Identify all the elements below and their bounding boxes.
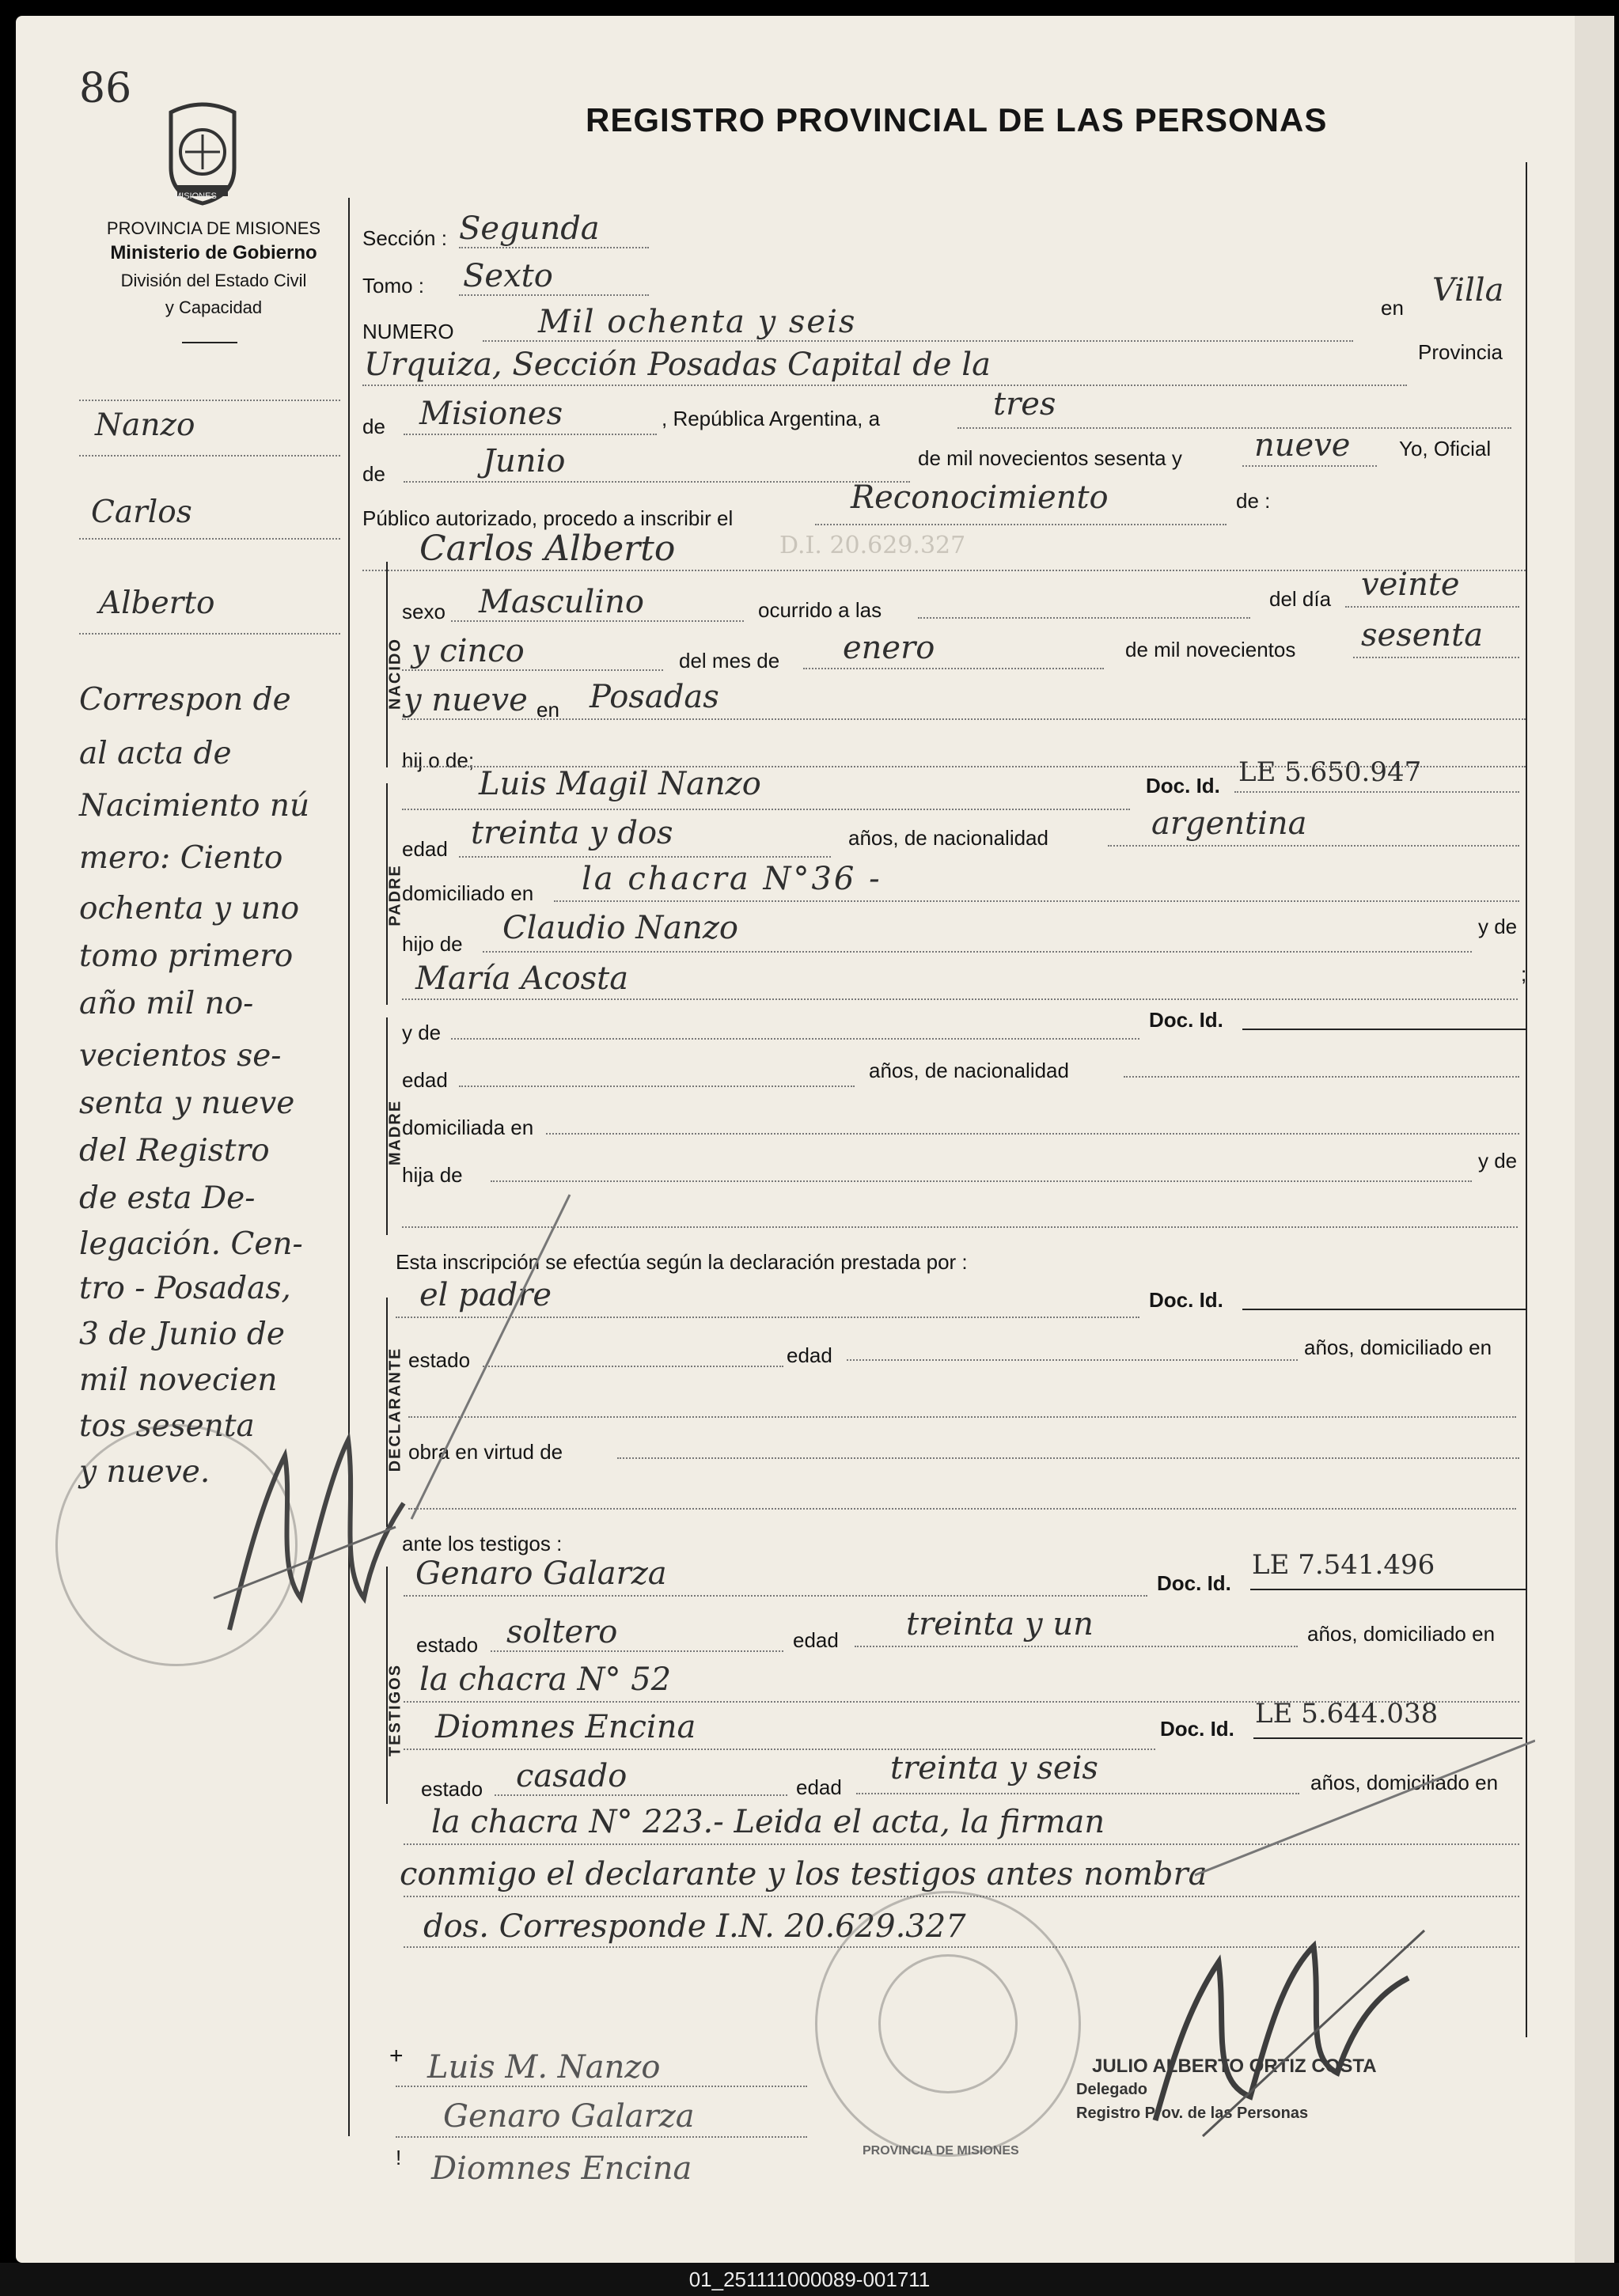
office-division: División del Estado Civil	[120, 271, 307, 290]
label-y-de-madre-2: y de	[1478, 1149, 1518, 1173]
label-doc-id-declarante: Doc. Id.	[1149, 1288, 1223, 1312]
margin-line: tos sesenta	[79, 1408, 255, 1444]
label-domiciliada: domiciliada en	[402, 1116, 534, 1139]
value-inscribir: Reconocimiento	[851, 479, 1109, 516]
office-ministry: Ministerio de Gobierno	[110, 242, 317, 263]
section-padre: PADRE	[386, 864, 404, 926]
margin-line: vecientos se-	[79, 1038, 282, 1074]
value-dni-faint: D.I. 20.629.327	[779, 532, 966, 559]
label-doc-id-madre: Doc. Id.	[1149, 1008, 1223, 1032]
margin-line: y nueve.	[79, 1454, 210, 1490]
value-sexo: Masculino	[479, 584, 644, 620]
signature-2: Genaro Galarza	[443, 2098, 695, 2135]
signature-3: Diomnes Encina	[431, 2150, 692, 2187]
margin-line: mero: Ciento	[79, 840, 283, 876]
margin-line: año mil no-	[79, 986, 254, 1021]
stamp-title: Delegado	[1076, 2081, 1148, 2098]
label-y-de-madre: y de	[402, 1021, 442, 1044]
label-numero: NUMERO	[362, 320, 454, 343]
value-padre-dom: la chacra N°36 -	[582, 861, 882, 897]
margin-line: de esta De-	[79, 1180, 256, 1216]
label-edad-declarante: edad	[787, 1343, 832, 1367]
label-declaracion: Esta inscripción se efectúa según la declaración prestada por :	[396, 1250, 968, 1274]
value-testigo1: Genaro Galarza	[415, 1555, 667, 1592]
margin-line: tomo primero	[79, 938, 294, 974]
margin-line: al acta de	[79, 736, 232, 771]
label-de-colon: de :	[1236, 489, 1271, 513]
value-nombre: Carlos Alberto	[419, 529, 676, 569]
stamp-registry: Registro Prov. de las Personas	[1076, 2105, 1309, 2122]
value-numero: Mil ochenta y seis	[538, 304, 857, 340]
value-padre-nac: argentina	[1151, 805, 1307, 842]
crest-label: MISIONES	[174, 191, 217, 201]
margin-line: mil novecien	[79, 1362, 278, 1398]
signature-1: Luis M. Nanzo	[427, 2049, 661, 2086]
label-obra: obra en virtud de	[408, 1440, 563, 1464]
label-estado-testigo2: estado	[421, 1777, 483, 1801]
value-place: Urquiza, Sección Posadas Capital de la	[364, 347, 991, 383]
value-testigo1-estado: soltero	[506, 1614, 618, 1650]
value-tomo: Sexto	[463, 258, 553, 294]
office-province: PROVINCIA DE MISIONES	[106, 218, 321, 238]
section-testigos: TESTIGOS	[386, 1663, 404, 1757]
label-anos-dom-declarante: años, domiciliado en	[1304, 1336, 1492, 1359]
document-title: REGISTRO PROVINCIAL DE LAS PERSONAS	[586, 101, 1328, 138]
label-edad-testigo1: edad	[793, 1628, 839, 1652]
label-publico: Público autorizado, procedo a inscribir el	[362, 506, 734, 530]
value-testigo2-estado: casado	[516, 1758, 628, 1794]
label-del-dia: del día	[1269, 587, 1332, 611]
left-column-rule	[348, 198, 350, 2136]
margin-line: Correspon de	[79, 682, 291, 718]
office-capacity: y Capacidad	[165, 297, 263, 317]
label-domiciliado-padre: domiciliado en	[402, 881, 534, 905]
closing-line-2: conmigo el declarante y los testigos antes nombra	[400, 1856, 1208, 1892]
label-anos-dom-testigo1: años, domiciliado en	[1307, 1622, 1496, 1646]
margin-surname: Nanzo	[95, 407, 195, 443]
value-testigo1-doc: LE 7.541.496	[1252, 1549, 1435, 1581]
value-mes-nac: enero	[843, 630, 935, 666]
value-provincia: Misiones	[419, 396, 563, 432]
cancellation-stroke-testigos	[1187, 1733, 1535, 1883]
value-seccion: Segunda	[459, 210, 600, 247]
label-y-de-padre: y de	[1478, 915, 1518, 938]
value-mes: Junio	[483, 443, 566, 479]
label-ocurrido: ocurrido a las	[758, 598, 882, 622]
label-hijo-de: hijo de	[402, 932, 463, 956]
label-anos-nac-padre: años, de nacionalidad	[848, 826, 1048, 850]
label-de-provincia: de	[362, 415, 385, 438]
value-dia-nac-2: y cinco	[411, 633, 525, 669]
margin-given-name-1: Carlos	[91, 494, 192, 530]
closing-line-3: dos. Corresponde I.N. 20.629.327	[423, 1908, 966, 1945]
label-hija-de: hija de	[402, 1163, 463, 1187]
label-republica: , República Argentina, a	[662, 407, 881, 430]
signature-mark-1: +	[389, 2043, 404, 2069]
value-anio-nac-2: y nueve	[404, 682, 528, 718]
label-doc-id-padre: Doc. Id.	[1146, 774, 1220, 798]
label-de-mes: de	[362, 462, 385, 486]
value-dia-nac: veinte	[1361, 566, 1460, 603]
value-testigo2: Diomnes Encina	[435, 1709, 696, 1745]
value-anio: nueve	[1254, 427, 1351, 464]
label-tomo: Tomo :	[362, 274, 425, 297]
crest-logo	[155, 97, 250, 207]
value-testigo2-edad: treinta y seis	[890, 1750, 1098, 1786]
value-abuelo: Claudio Nanzo	[502, 910, 738, 946]
value-abuela: María Acosta	[415, 960, 629, 997]
value-dia: tres	[993, 386, 1056, 422]
label-edad-testigo2: edad	[796, 1775, 842, 1799]
label-del-mes: del mes de	[679, 649, 780, 673]
section-nacido: NACIDO	[386, 638, 404, 710]
footer-caption: 01_251111000089-001711	[0, 2263, 1619, 2296]
value-padre-nombre: Luis Magil Nanzo	[479, 766, 761, 802]
value-testigo2-doc: LE 5.644.038	[1255, 1698, 1439, 1730]
label-seccion: Sección :	[362, 226, 447, 250]
label-estado-testigo1: estado	[416, 1633, 479, 1657]
value-en: Villa	[1432, 272, 1504, 309]
label-semicolon: ;	[1521, 962, 1527, 986]
label-edad-madre: edad	[402, 1068, 448, 1092]
cancellation-stroke	[396, 1187, 578, 1527]
section-declarante: DECLARANTE	[386, 1347, 404, 1472]
value-testigo1-edad: treinta y un	[906, 1606, 1094, 1642]
margin-line: legación. Cen-	[79, 1226, 303, 1262]
official-seal-inner	[878, 1954, 1018, 2093]
margin-line: Nacimiento nú	[79, 788, 310, 824]
label-anos-dom-testigo2: años, domiciliado en	[1310, 1771, 1499, 1794]
label-anos-nac-madre: años, de nacionalidad	[869, 1059, 1069, 1082]
label-sexo: sexo	[402, 600, 446, 623]
value-padre-doc: LE 5.650.947	[1238, 756, 1422, 788]
label-hijo: hij o de;	[402, 748, 475, 772]
closing-line-1: la chacra N° 223.- Leida el acta, la firman	[431, 1804, 1105, 1840]
margin-line: 3 de Junio de	[79, 1317, 285, 1352]
label-edad-padre: edad	[402, 837, 448, 861]
value-testigo1-dom: la chacra N° 52	[419, 1661, 672, 1698]
label-doc-id-testigo2: Doc. Id.	[1160, 1717, 1234, 1741]
margin-given-name-2: Alberto	[99, 585, 215, 621]
label-ante: ante los testigos :	[402, 1532, 563, 1555]
label-estado-declarante: estado	[408, 1348, 471, 1372]
section-madre: MADRE	[386, 1099, 404, 1166]
seal-text: PROVINCIA DE MISIONES	[863, 2144, 1019, 2158]
signature-mark-3: !	[396, 2146, 402, 2169]
margin-line: del Registro	[79, 1133, 270, 1169]
label-doc-id-testigo1: Doc. Id.	[1157, 1571, 1231, 1595]
value-lugar-nac: Posadas	[590, 679, 719, 715]
value-declarante: el padre	[419, 1277, 552, 1313]
stamp-name: JULIO ALBERTO ORTIZ COSTA	[1092, 2055, 1377, 2077]
label-en-nac: en	[537, 698, 559, 722]
registrar-signature	[1124, 1883, 1456, 2152]
value-anio-nac-1: sesenta	[1361, 617, 1484, 654]
value-padre-edad: treinta y dos	[471, 815, 673, 851]
registrar-signature-margin	[198, 1408, 419, 1646]
label-en: en	[1381, 296, 1404, 320]
page-number: 86	[79, 65, 132, 112]
label-de-mil-nov: de mil novecientos	[1125, 638, 1296, 661]
divider	[182, 342, 237, 343]
margin-line: tro - Posadas,	[79, 1271, 291, 1306]
margin-line: senta y nueve	[79, 1085, 295, 1121]
label-de-mil: de mil novecientos sesenta y	[918, 446, 1182, 470]
book-binding-edge	[1575, 16, 1614, 2263]
margin-line: ochenta y uno	[79, 891, 300, 926]
label-provincia: Provincia	[1418, 340, 1503, 364]
label-yo-oficial: Yo, Oficial	[1399, 437, 1492, 460]
